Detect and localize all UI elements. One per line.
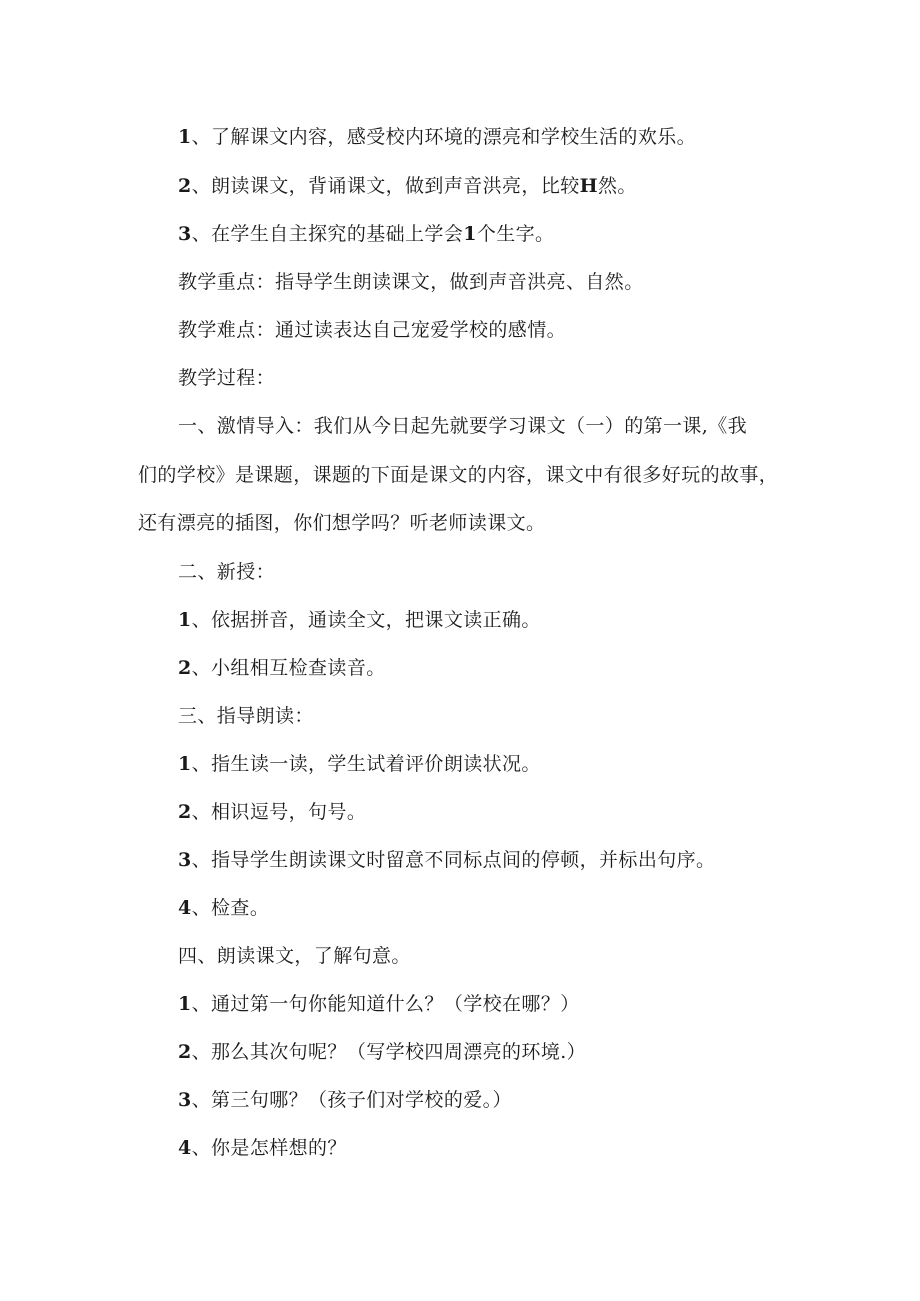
section-1-continuation-2: 还有漂亮的插图，你们想学吗？听老师读课文。: [138, 512, 546, 534]
teaching-difficulty: 教学难点：通过读表达自己宠爱学校的感情。: [178, 319, 567, 341]
section-3-heading: 三、指导朗读：: [178, 705, 314, 727]
teaching-process-heading: 教学过程：: [178, 367, 276, 389]
section-2-heading: 二、新授：: [178, 561, 276, 583]
objective-2: 2、朗读课文，背诵课文，做到声音洪亮，比较H然。: [178, 175, 637, 197]
section-3-item-4: 4、检查。: [178, 897, 270, 919]
section-2-item-2: 2、小组相互检查读音。: [178, 657, 386, 679]
section-1-continuation: 们的学校》是课题，课题的下面是课文的内容，课文中有很多好玩的故事，: [138, 464, 779, 486]
section-4-item-2: 2、那么其次句呢？（写学校四周漂亮的环境.）: [178, 1041, 587, 1063]
section-3-item-2: 2、相识逗号，句号。: [178, 801, 367, 823]
section-1-heading: 一、激情导入：我们从今日起先就要学习课文（一）的第一课,《我: [178, 415, 748, 437]
teaching-focus: 教学重点：指导学生朗读课文，做到声音洪亮、自然。: [178, 271, 644, 293]
objective-1: 1、了解课文内容，感受校内环境的漂亮和学校生活的欢乐。: [178, 126, 697, 148]
section-3-item-3: 3、指导学生朗读课文时留意不同标点间的停顿，并标出句序。: [178, 849, 716, 871]
section-4-item-3: 3、第三句哪？（孩子们对学校的爱。）: [178, 1089, 512, 1111]
section-4-heading: 四、朗读课文，了解句意。: [178, 945, 411, 967]
section-4-item-1: 1、通过第一句你能知道什么？（学校在哪？）: [178, 993, 580, 1015]
section-3-item-1: 1、指生读一读，学生试着评价朗读状况。: [178, 753, 541, 775]
section-4-item-4: 4、你是怎样想的？: [178, 1137, 347, 1159]
objective-3: 3、在学生自主探究的基础上学会1个生字。: [178, 223, 555, 245]
section-2-item-1: 1、依据拼音，通读全文，把课文读正确。: [178, 609, 541, 631]
